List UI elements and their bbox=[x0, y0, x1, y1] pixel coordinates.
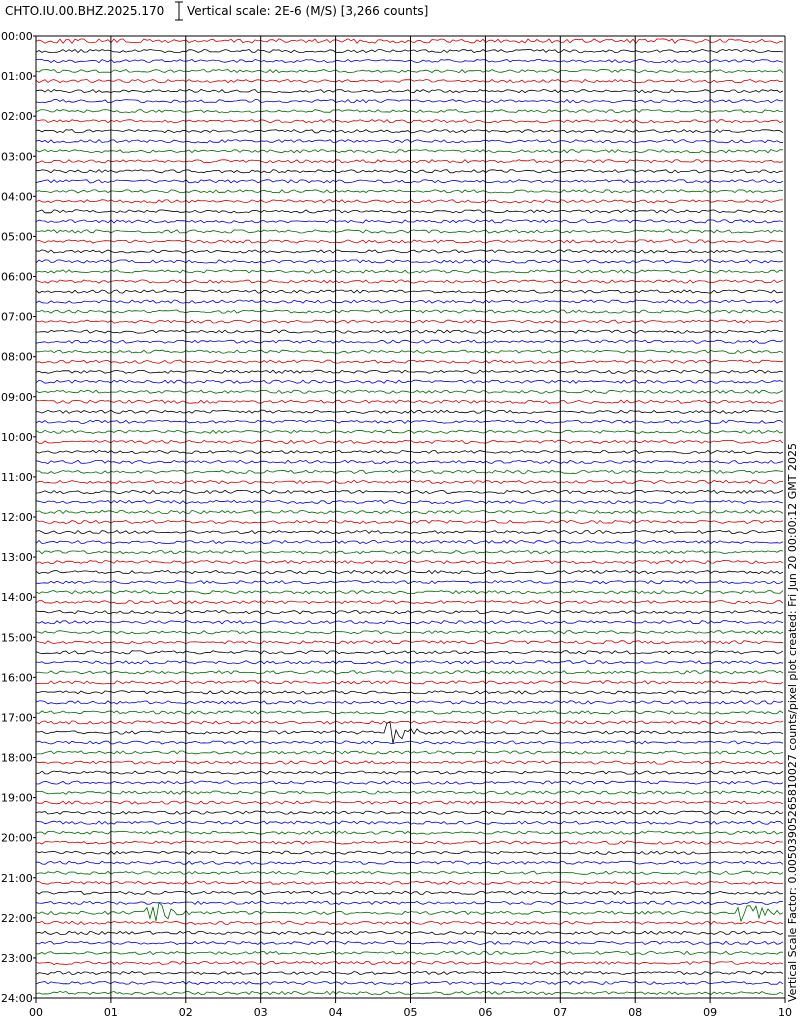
trace-row-24 bbox=[36, 280, 783, 283]
trace-row-23 bbox=[36, 270, 783, 273]
trace-row-42 bbox=[36, 460, 783, 463]
trace-row-91 bbox=[36, 951, 783, 954]
trace-row-1 bbox=[36, 49, 783, 52]
y-tick-label: 09:00 bbox=[1, 390, 33, 404]
trace-row-56 bbox=[36, 601, 783, 604]
trace-row-26 bbox=[36, 300, 783, 303]
trace-row-11 bbox=[36, 150, 783, 153]
trace-row-94 bbox=[36, 981, 783, 984]
trace-row-28 bbox=[36, 320, 783, 323]
trace-row-73 bbox=[36, 771, 783, 774]
trace-row-84 bbox=[36, 881, 783, 884]
trace-row-52 bbox=[36, 561, 783, 564]
trace-row-41 bbox=[36, 450, 783, 453]
trace-row-14 bbox=[36, 180, 783, 183]
trace-row-57 bbox=[36, 611, 783, 614]
y-tick-label: 24:00 bbox=[1, 992, 33, 1005]
trace-row-77 bbox=[36, 811, 783, 814]
trace-row-87 bbox=[36, 903, 783, 922]
y-tick-label: 21:00 bbox=[1, 871, 33, 885]
x-tick-label: 06 bbox=[478, 1006, 493, 1019]
trace-row-10 bbox=[36, 140, 783, 143]
trace-row-18 bbox=[36, 220, 783, 223]
trace-row-22 bbox=[36, 260, 783, 263]
x-tick-label: 07 bbox=[553, 1006, 568, 1019]
trace-row-35 bbox=[36, 390, 783, 393]
x-tick-label: 09 bbox=[703, 1006, 718, 1019]
y-tick-label: 18:00 bbox=[1, 751, 33, 765]
trace-row-40 bbox=[36, 440, 783, 443]
trace-row-19 bbox=[36, 230, 783, 233]
trace-row-34 bbox=[36, 380, 783, 383]
trace-row-8 bbox=[36, 120, 783, 123]
trace-row-83 bbox=[36, 871, 783, 874]
y-tick-label: 03:00 bbox=[1, 150, 33, 164]
x-tick-label: 08 bbox=[628, 1006, 643, 1019]
x-tick-label: 02 bbox=[178, 1006, 193, 1019]
trace-row-70 bbox=[36, 741, 783, 744]
trace-row-12 bbox=[36, 160, 783, 163]
trace-row-33 bbox=[36, 370, 783, 373]
trace-row-89 bbox=[36, 931, 783, 934]
trace-row-86 bbox=[36, 901, 783, 904]
trace-row-88 bbox=[36, 921, 783, 924]
x-tick-label: 01 bbox=[103, 1006, 118, 1019]
y-tick-label: 19:00 bbox=[1, 791, 33, 805]
y-tick-label: 06:00 bbox=[1, 270, 33, 284]
y-tick-label: 20:00 bbox=[1, 831, 33, 845]
y-tick-label: 10:00 bbox=[1, 430, 33, 444]
trace-row-68 bbox=[36, 721, 783, 724]
trace-row-49 bbox=[36, 531, 783, 534]
y-tick-label: 22:00 bbox=[1, 911, 33, 925]
trace-row-37 bbox=[36, 410, 783, 413]
trace-row-67 bbox=[36, 711, 783, 714]
trace-row-75 bbox=[36, 791, 783, 794]
y-tick-label: 05:00 bbox=[1, 230, 33, 244]
trace-row-31 bbox=[36, 350, 783, 353]
y-tick-label: 14:00 bbox=[1, 591, 33, 605]
trace-row-46 bbox=[36, 500, 783, 503]
trace-group bbox=[36, 39, 783, 995]
trace-row-43 bbox=[36, 470, 783, 473]
x-axis-labels bbox=[29, 998, 792, 1019]
trace-row-69 bbox=[36, 722, 783, 743]
trace-row-16 bbox=[36, 200, 783, 203]
y-tick-label: 00:00 bbox=[1, 30, 33, 43]
y-tick-label: 11:00 bbox=[1, 470, 33, 484]
trace-row-53 bbox=[36, 571, 783, 574]
trace-row-17 bbox=[36, 210, 783, 213]
trace-row-65 bbox=[36, 691, 783, 694]
trace-row-39 bbox=[36, 430, 783, 433]
y-tick-label: 12:00 bbox=[1, 511, 33, 524]
trace-row-29 bbox=[36, 330, 783, 333]
trace-row-48 bbox=[36, 520, 783, 523]
trace-row-63 bbox=[36, 671, 783, 674]
trace-row-92 bbox=[36, 961, 783, 964]
trace-row-74 bbox=[36, 781, 783, 784]
x-tick-label: 10 bbox=[778, 1006, 792, 1019]
trace-row-59 bbox=[36, 631, 783, 634]
y-tick-label: 07:00 bbox=[1, 310, 33, 324]
trace-row-15 bbox=[36, 190, 783, 193]
trace-row-47 bbox=[36, 510, 783, 513]
y-tick-label: 02:00 bbox=[1, 110, 33, 124]
x-tick-label: 04 bbox=[328, 1006, 343, 1019]
trace-row-61 bbox=[36, 651, 783, 654]
trace-row-44 bbox=[36, 480, 783, 483]
trace-row-58 bbox=[36, 621, 783, 624]
trace-row-20 bbox=[36, 240, 783, 243]
trace-row-90 bbox=[36, 941, 783, 944]
trace-row-7 bbox=[36, 110, 783, 113]
y-tick-label: 16:00 bbox=[1, 671, 33, 685]
trace-row-5 bbox=[36, 90, 783, 93]
y-tick-label: 01:00 bbox=[1, 70, 33, 84]
vertical-scale-bar bbox=[175, 2, 183, 20]
trace-row-25 bbox=[36, 290, 783, 293]
trace-row-21 bbox=[36, 250, 783, 253]
trace-row-38 bbox=[36, 420, 783, 423]
x-tick-label: 00 bbox=[29, 1006, 43, 1019]
y-axis-labels bbox=[1, 30, 36, 1005]
trace-row-76 bbox=[36, 801, 783, 804]
trace-row-9 bbox=[36, 130, 783, 133]
trace-row-64 bbox=[36, 681, 783, 684]
station-label: CHTO.IU.00.BHZ.2025.170 bbox=[5, 4, 165, 18]
trace-row-78 bbox=[36, 821, 783, 824]
trace-row-30 bbox=[36, 340, 783, 343]
trace-row-27 bbox=[36, 310, 783, 313]
trace-row-50 bbox=[36, 541, 783, 544]
x-tick-label: 05 bbox=[403, 1006, 418, 1019]
trace-row-6 bbox=[36, 100, 783, 103]
trace-row-79 bbox=[36, 831, 783, 834]
trace-row-51 bbox=[36, 551, 783, 554]
x-tick-label: 03 bbox=[253, 1006, 268, 1019]
y-tick-label: 04:00 bbox=[1, 190, 33, 204]
trace-row-82 bbox=[36, 861, 783, 864]
trace-row-95 bbox=[36, 991, 783, 994]
side-caption: Vertical Scale Factor: 0.00503905265810027 counts/pixel plot created: Fri Jun 20 00:00:12 GMT 2025 bbox=[786, 443, 799, 1002]
trace-row-36 bbox=[36, 400, 783, 403]
trace-row-4 bbox=[36, 80, 783, 83]
trace-row-85 bbox=[36, 891, 783, 894]
trace-row-62 bbox=[36, 661, 783, 664]
y-tick-label: 15:00 bbox=[1, 631, 33, 645]
trace-row-66 bbox=[36, 701, 783, 704]
trace-row-13 bbox=[36, 170, 783, 173]
trace-row-3 bbox=[36, 70, 783, 73]
trace-row-81 bbox=[36, 851, 783, 854]
trace-row-72 bbox=[36, 761, 783, 764]
y-tick-label: 08:00 bbox=[1, 350, 33, 364]
trace-row-32 bbox=[36, 360, 783, 363]
y-tick-label: 13:00 bbox=[1, 551, 33, 565]
trace-row-71 bbox=[36, 751, 783, 754]
trace-row-2 bbox=[36, 60, 783, 63]
trace-row-80 bbox=[36, 841, 783, 844]
trace-row-93 bbox=[36, 971, 783, 974]
trace-row-54 bbox=[36, 581, 783, 584]
y-tick-label: 17:00 bbox=[1, 711, 33, 725]
trace-row-45 bbox=[36, 490, 783, 493]
trace-row-60 bbox=[36, 641, 783, 644]
y-tick-label: 23:00 bbox=[1, 951, 33, 965]
vertical-scale-label: Vertical scale: 2E-6 (M/S) [3,266 counts] bbox=[187, 4, 429, 18]
trace-row-55 bbox=[36, 591, 783, 594]
trace-row-0 bbox=[36, 39, 783, 43]
